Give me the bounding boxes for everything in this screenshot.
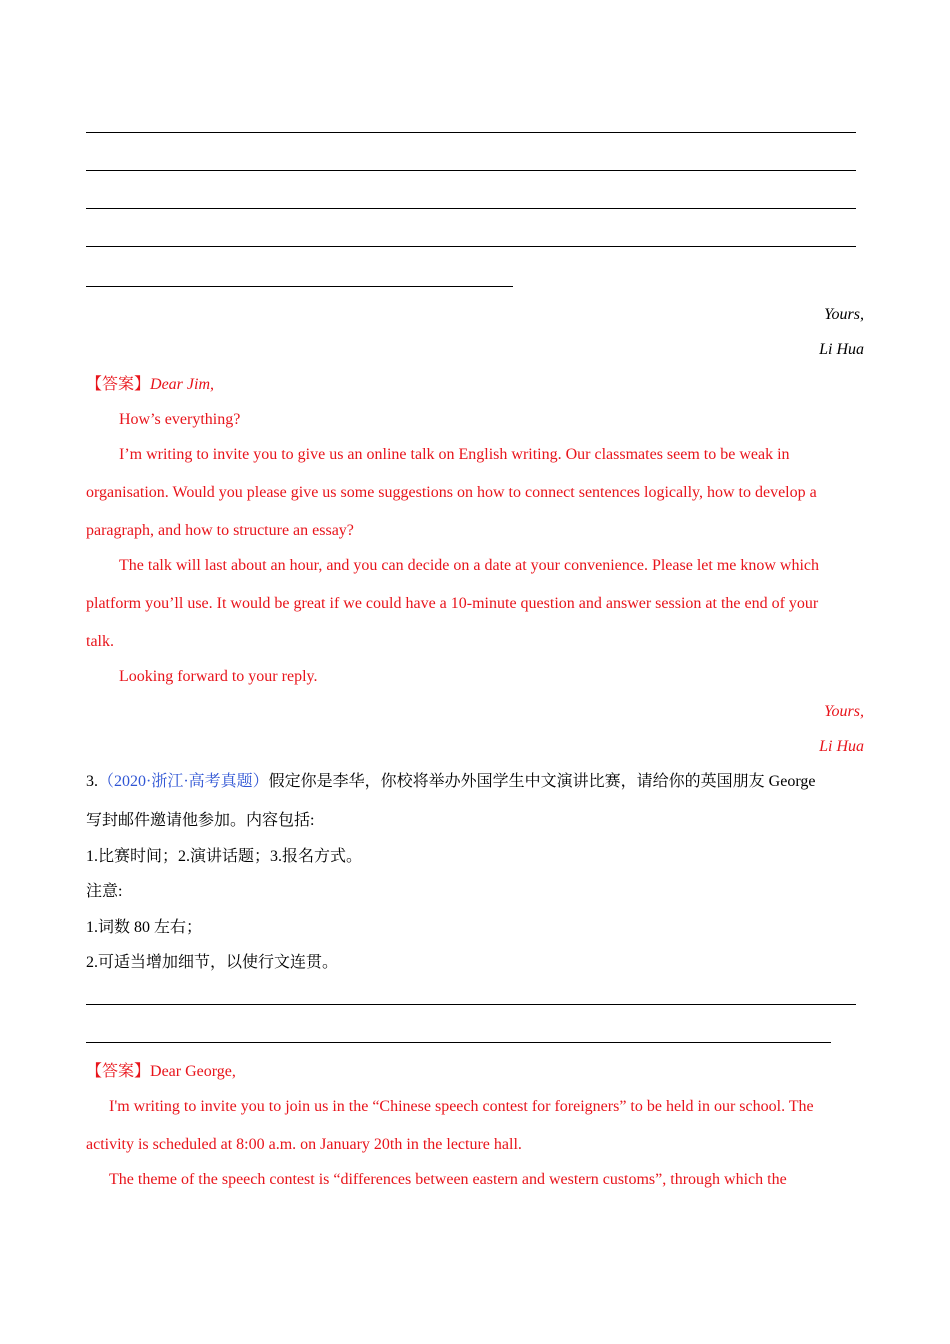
answer-greeting: How’s everything? bbox=[119, 411, 241, 428]
answer-paragraph-line: activity is scheduled at 8:00 a.m. on January 20th in the lecture hall. bbox=[86, 1136, 522, 1153]
answer-3-heading bbox=[86, 1062, 236, 1082]
answer-paragraph-line: The theme of the speech contest is “differences between eastern and western customs”, through which the bbox=[109, 1171, 787, 1188]
answer-paragraph-line: Looking forward to your reply. bbox=[119, 668, 318, 685]
answer-line bbox=[86, 286, 513, 287]
answer-paragraph-line: platform you’ll use. It would be great if we could have a 10-minute question and answer session at the end of your bbox=[86, 595, 819, 612]
answer-line bbox=[86, 1004, 856, 1005]
answer-line bbox=[86, 170, 856, 171]
answer-signature: Li Hua bbox=[819, 738, 864, 755]
answer-salutation: Dear George, bbox=[150, 1063, 236, 1080]
answer-paragraph-line: I'm writing to invite you to join us in the “Chinese speech contest for foreigners” to be held in our school. The bbox=[109, 1098, 814, 1115]
letter-signature: Li Hua bbox=[819, 341, 864, 358]
answer-paragraph-line: The talk will last about an hour, and you can decide on a date at your convenience. Please let me know which bbox=[119, 557, 820, 574]
question-number: 3. bbox=[86, 773, 98, 790]
answer-line bbox=[86, 132, 856, 133]
answer-paragraph-line: talk. bbox=[86, 633, 114, 650]
question-prompt: 假定你是李华，你校将举办外国学生中文演讲比赛，请给你的英国朋友 George bbox=[268, 773, 816, 790]
question-source: （2020·浙江·高考真题） bbox=[98, 773, 269, 790]
question-note-title: 注意: bbox=[86, 883, 123, 900]
answer-closing: Yours, bbox=[824, 703, 864, 720]
question-note-1: 1.词数 80 左右； bbox=[86, 919, 203, 936]
answer-paragraph-line: I’m writing to invite you to give us an online talk on English writing. Our classmates seem to be weak in bbox=[119, 446, 790, 463]
answer-2-heading bbox=[86, 375, 214, 395]
answer-tag: 【答案】 bbox=[86, 376, 151, 393]
question-items: 1.比赛时间；2.演讲话题；3.报名方式。 bbox=[86, 848, 363, 865]
answer-tag: 【答案】 bbox=[86, 1063, 151, 1080]
answer-line bbox=[86, 208, 856, 209]
answer-paragraph-line: organisation. Would you please give us some suggestions on how to connect sentences logically, how to develop a bbox=[86, 484, 817, 501]
question-note-2: 2.可适当增加细节，以使行文连贯。 bbox=[86, 954, 339, 971]
question-3-line1 bbox=[86, 772, 815, 792]
letter-closing: Yours, bbox=[824, 306, 864, 323]
answer-salutation: Dear Jim, bbox=[150, 376, 214, 393]
answer-line bbox=[86, 246, 856, 247]
answer-line bbox=[86, 1042, 831, 1043]
answer-paragraph-line: paragraph, and how to structure an essay? bbox=[86, 522, 354, 539]
question-prompt-line2: 写封邮件邀请他参加。内容包括: bbox=[86, 812, 315, 829]
